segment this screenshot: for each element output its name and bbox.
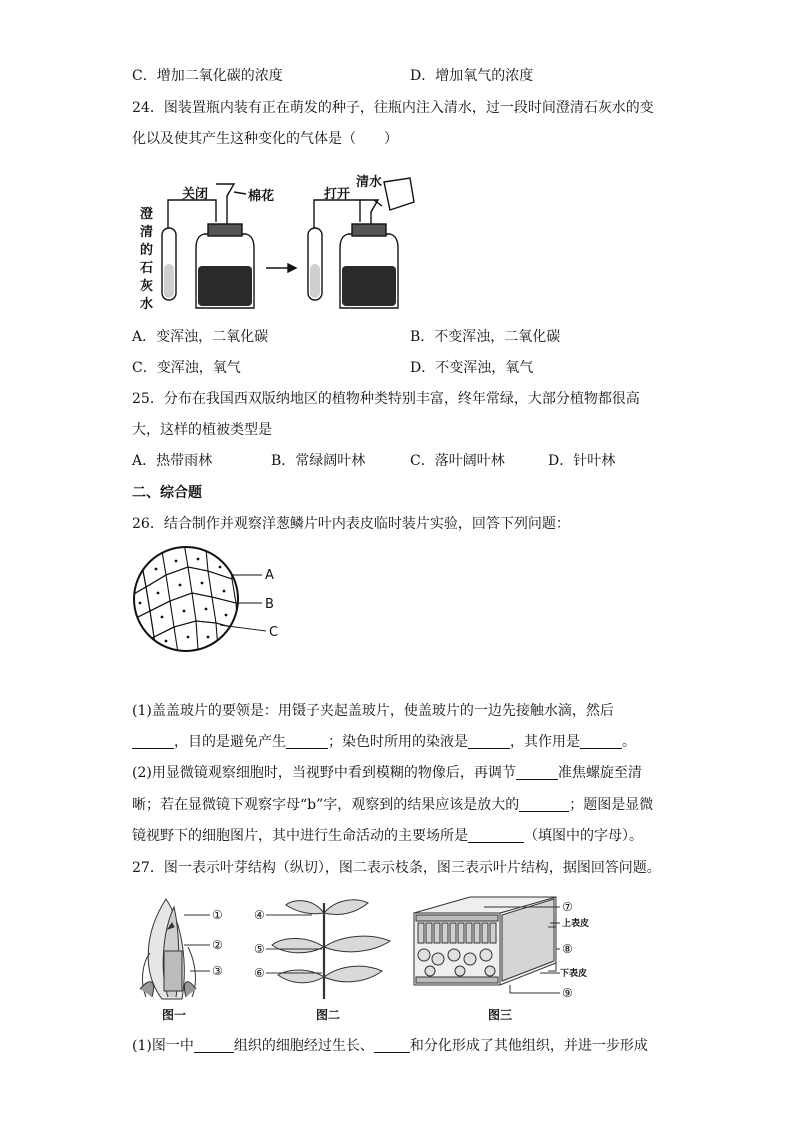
- q27-stem: 27．图一表示叶芽结构（纵切），图二表示枝条，图三表示叶片结构，据图回答问题。: [132, 860, 661, 876]
- q26-label-a: A: [265, 568, 274, 583]
- q24-left-label-3: 的: [140, 243, 154, 258]
- q24-open-label: 打开: [324, 187, 351, 202]
- answer-blank[interactable]: [580, 734, 622, 749]
- q26-part2-line1: [132, 764, 642, 782]
- q27-mark-2: ②: [212, 938, 223, 952]
- q27-figure2-caption: 图二: [316, 1008, 341, 1022]
- answer-blank[interactable]: [468, 828, 524, 843]
- q27-figure1-caption: 图一: [162, 1008, 187, 1022]
- q27-mark-5: ⑤: [254, 942, 265, 956]
- answer-blank[interactable]: [194, 1038, 234, 1053]
- q27-mark-7: ⑦: [562, 900, 573, 914]
- q24-closed-label: 关闭: [182, 187, 209, 202]
- q24-left-label-5: 灰: [140, 279, 154, 294]
- q27-upper-epidermis-label: 上表皮: [562, 919, 590, 929]
- answer-blank[interactable]: [132, 734, 174, 749]
- q24-option-a: A．变浑浊，二氧化碳: [132, 329, 269, 345]
- q26-part2-line3: [132, 827, 643, 845]
- q25-option-c: C．落叶阔叶林: [410, 453, 505, 469]
- q26-onion-cell-figure: [132, 545, 292, 655]
- q27-lower-epidermis-label: 下表皮: [560, 969, 588, 979]
- q24-option-b: B．不变浑浊，二氧化碳: [410, 329, 561, 345]
- q24-option-d: D．不变浑浊，氧气: [410, 360, 534, 376]
- q26-label-c: C: [269, 625, 279, 640]
- q26-part1-line1: (1)盖盖玻片的要领是：用镊子夹起盖玻片，使盖玻片的一边先接触水滴，然后: [132, 703, 614, 719]
- q27-part1-line1: [132, 1037, 648, 1055]
- q26-part1-seg1: ，目的是避免产生: [174, 734, 286, 750]
- q24-stem-line2: 化以及使其产生这种变化的气体是（ ）: [132, 131, 398, 147]
- q27-figure2-shoot: [252, 893, 402, 1003]
- answer-blank[interactable]: [516, 765, 558, 780]
- q24-seeds-1: [198, 266, 252, 306]
- q26-part1-line2: [132, 733, 636, 751]
- q27-mark-8: ⑧: [562, 942, 573, 956]
- q24-arrow: [266, 264, 296, 272]
- q25-option-b: B．常绿阔叶林: [271, 453, 366, 469]
- q26-part2-line1b: 准焦螺旋至清: [557, 765, 642, 781]
- q27-mark-4: ④: [254, 908, 265, 922]
- q24-seeds-2: [310, 264, 396, 306]
- q24-figure: [138, 170, 438, 312]
- q26-part2-line1a: (2)用显微镜观察细胞时，当视野中看到模糊的物像后，再调节: [132, 765, 516, 781]
- q26-part1-seg4: 。: [622, 734, 636, 750]
- q25-stem-line1: 25．分布在我国西双版纳地区的植物种类特别丰富，终年常绿，大部分植物都很高: [132, 391, 640, 407]
- q26-label-b: B: [265, 597, 274, 612]
- q27-mark-9: ⑨: [562, 986, 573, 1000]
- q24-water-label: 清水: [356, 175, 383, 190]
- q27-figure1-leaf-bud: [132, 893, 232, 1003]
- q27-mark-3: ③: [212, 964, 223, 978]
- q27-part1-a: (1)图一中: [132, 1038, 194, 1054]
- q26-part2-line3b: （填图中的字母）。: [524, 828, 643, 844]
- q25-stem-line2: 大，这样的植被类型是: [132, 422, 272, 438]
- q24-cotton-label: 棉花: [248, 189, 275, 204]
- q25-option-a: A．热带雨林: [132, 453, 213, 469]
- q24-left-label: [140, 206, 153, 312]
- q27-mark-1: ①: [212, 908, 223, 922]
- q26-part2-line3a: 镜视野下的细胞图片，其中进行生命活动的主要场所是: [132, 828, 468, 844]
- q24-stem-line1: 24．图装置瓶内装有正在萌发的种子，往瓶内注入清水，过一段时间澄清石灰水的变: [132, 100, 654, 116]
- answer-blank[interactable]: [519, 797, 569, 812]
- answer-blank[interactable]: [286, 734, 328, 749]
- q26-part1-seg3: ，其作用是: [510, 734, 580, 750]
- q24-left-label-2: 清: [140, 225, 154, 240]
- q27-part1-b: 组织的细胞经过生长、: [233, 1038, 374, 1054]
- q26-part2-line2b: ；题图是显微: [569, 797, 654, 813]
- q26-part1-seg2: ；染色时所用的染液是: [328, 734, 468, 750]
- q24-option-c: C．变浑浊，氧气: [132, 360, 241, 376]
- answer-blank[interactable]: [468, 734, 510, 749]
- q24-left-label-1: 澄: [140, 207, 154, 222]
- q27-figure3-caption: 图三: [488, 1008, 513, 1022]
- q23-option-d: D．增加氧气的浓度: [410, 68, 534, 84]
- answer-blank[interactable]: [374, 1038, 410, 1053]
- q27-figure3-leaf-section: [410, 893, 600, 1003]
- section-title: 二、综合题: [132, 485, 202, 501]
- q27-mark-6: ⑥: [254, 966, 265, 980]
- q26-stem: 26．结合制作并观察洋葱鳞片叶内表皮临时装片实验，回答下列问题：: [132, 516, 570, 532]
- q25-option-d: D．针叶林: [548, 453, 616, 469]
- q24-left-label-6: 水: [140, 297, 154, 312]
- q26-part2-line2: [132, 796, 653, 814]
- q27-part1-c: 和分化形成了其他组织，并进一步形成: [409, 1038, 648, 1054]
- q23-option-c: C．增加二氧化碳的浓度: [132, 68, 283, 84]
- q24-left-label-4: 石: [140, 261, 154, 276]
- q26-part2-line2a: 晰；若在显微镜下观察字母“b”字，观察到的结果应该是放大的: [132, 797, 520, 813]
- q24-test-tube-liquid-1: [164, 264, 174, 298]
